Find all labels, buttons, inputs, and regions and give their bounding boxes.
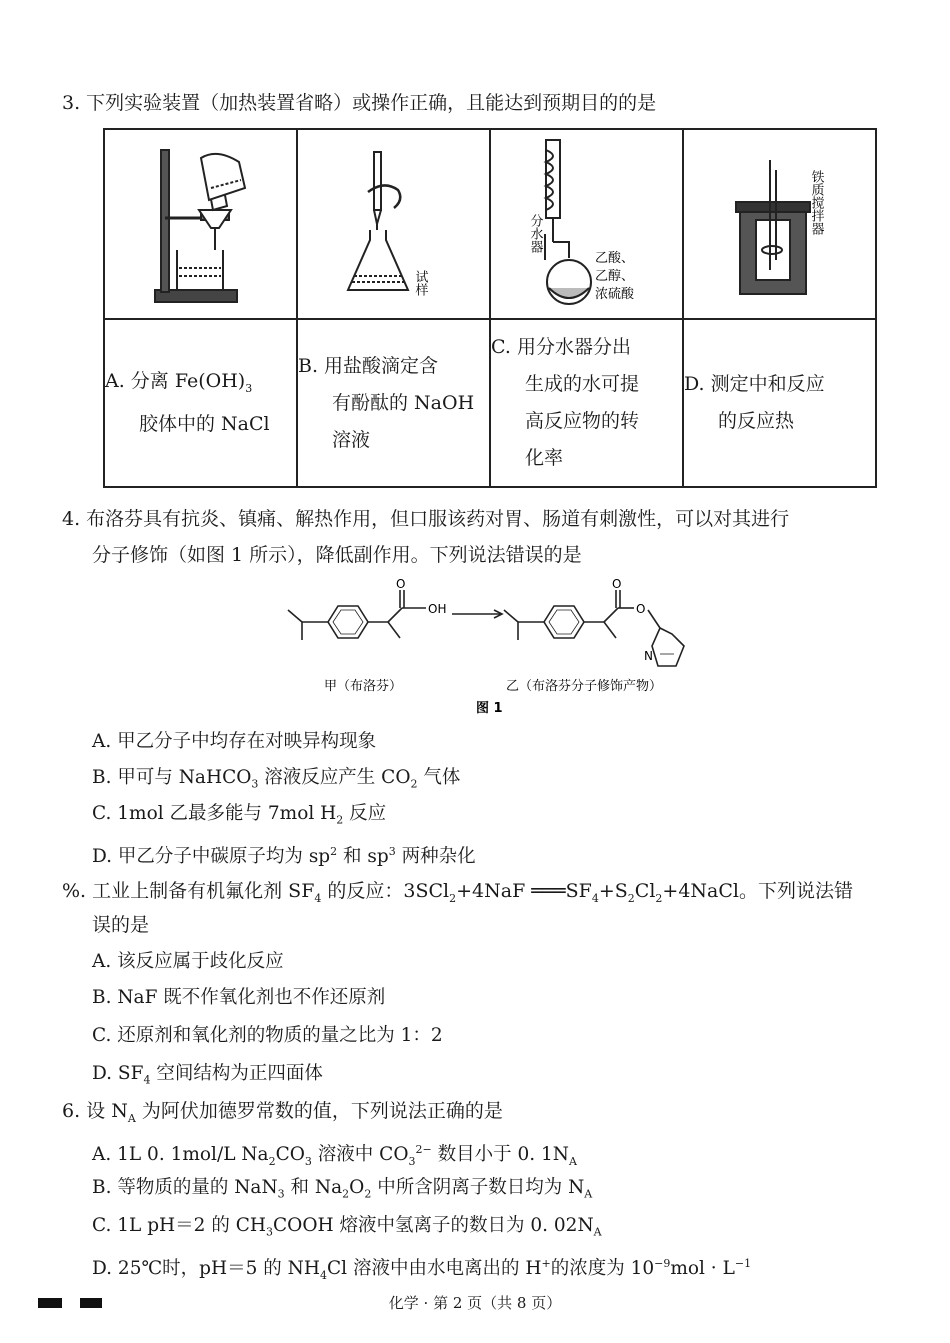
q3-option-b: B. 用盐酸滴定含 有酚酞的 NaOH 溶液 [297, 319, 490, 487]
q4-option-c: C. 1mol 乙最多能与 7mol $H_2$ 反应 [92, 803, 387, 827]
q5-stem-line2: 误的是 [92, 914, 150, 936]
reagent-label-3: 浓硫酸 [595, 287, 635, 302]
titration-apparatus-diagram [298, 130, 492, 314]
q3-option-a: A. 分离 $Fe(OH)_3$ 胶体中的 NaCl [104, 319, 297, 487]
carbonyl-o-right: O [612, 577, 622, 591]
caption-yi: 乙（布洛芬分子修饰产物） [506, 679, 663, 694]
q4-stem-line2: 分子修饰（如图 1 所示），降低副作用。下列说法错误的是 [92, 544, 582, 566]
q6-option-b: B. 等物质的量的 NaN$_3$ 和 $Na_2O_2$ 中所含阴离子数日均为 $N_A$ [92, 1177, 593, 1201]
pyridine-n-label: N [644, 649, 653, 663]
stirrer-label: 铁质搅拌器 [808, 170, 824, 235]
separator-label: 分水器 [527, 214, 543, 253]
calorimeter-apparatus-diagram [684, 130, 878, 314]
q3-option-d: D. 测定中和反应 的反应热 [683, 319, 876, 487]
q4-option-b: B. 甲可与 NaHCO$_3$ 溶液反应产生 $CO_2$ 气体 [92, 767, 461, 791]
q4-option-d: D. 甲乙分子中碳原子均为 $sp^2$ 和 $sp^3$ 两种杂化 [92, 845, 476, 868]
ester-o-label: O [636, 602, 646, 616]
page-footer: 化学 · 第 2 页（共 8 页） [388, 1294, 562, 1312]
caption-jia: 甲（布洛芬） [324, 679, 403, 694]
hydroxyl-label: OH [428, 602, 447, 616]
ibuprofen-modification-figure [280, 574, 710, 720]
carbonyl-o-left: O [396, 577, 406, 591]
q3-stem: 3. 下列实验装置（加热装置省略）或操作正确，且能达到预期目的的是 [62, 92, 657, 114]
q4-stem-line1: 4. 布洛芬具有抗炎、镇痛、解热作用，但口服该药对胃、肠道有刺激性，可以对其进行 [62, 508, 790, 530]
q6-option-c: C. 1L pH＝2 的 $CH_3COOH$ 熔液中氢离子的数日为 0. $02N_A$ [92, 1215, 602, 1239]
filtration-apparatus-diagram [105, 130, 299, 314]
q3-figure-b [297, 129, 490, 319]
q5-option-b: B. NaF 既不作氧化剂也不作还原剂 [92, 987, 386, 1008]
q4-option-a: A. 甲乙分子中均存在对映异构现象 [92, 731, 377, 752]
reagent-label-2: 乙醇、 [595, 269, 635, 284]
q3-figure-c [490, 129, 683, 319]
sample-label: 试样 [412, 270, 428, 296]
q6-stem: 6. 设 $N_A$ 为阿伏加德罗常数的值，下列说法正确的是 [62, 1100, 503, 1125]
q5-option-a: A. 该反应属于歧化反应 [92, 951, 284, 972]
reagent-label-1: 乙酸、 [595, 251, 635, 266]
q3-option-c: C. 用分水器分出 生成的水可提 高反应物的转 化率 [490, 319, 683, 487]
q6-option-a: A. 1L 0. 1mol/L $Na_2CO_3$ 溶液中 $CO_3^{2-}$ 数目小于 0. $1N_A$ [92, 1143, 577, 1168]
q5-stem-line1: %. 工业上制备有机氟化剂 $SF_4$ 的反应：3SCl$_2$+4NaF $═══SF_4+S_2Cl_2+4NaCl$。下列说法错 [62, 880, 853, 905]
q5-option-d: D. $SF_4$ 空间结构为正四面体 [92, 1063, 323, 1087]
q3-figure-d [683, 129, 876, 319]
q5-option-c: C. 还原剂和氧化剂的物质的量之比为 1：2 [92, 1025, 443, 1046]
q3-figure-a [104, 129, 297, 319]
water-separator-apparatus-diagram [491, 130, 685, 314]
q3-apparatus-table [103, 128, 877, 488]
q6-option-d: D. 25℃时，pH＝5 的 $NH_4Cl$ 溶液中由水电离出的 H+的浓度为 $10^{-9}mol \cdot L^{-1}$ [92, 1257, 752, 1282]
figure-number: 图 1 [476, 701, 503, 716]
